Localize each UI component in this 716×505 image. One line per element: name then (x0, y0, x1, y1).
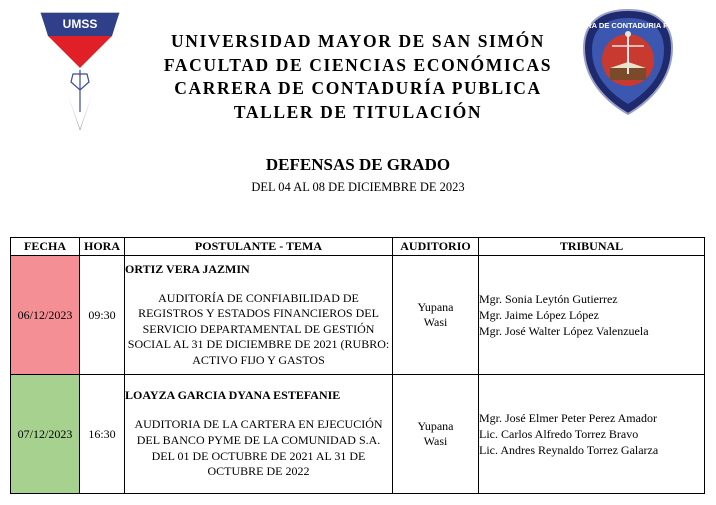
tribunal-cell (479, 375, 705, 494)
date-cell: 06/12/2023 (11, 256, 80, 375)
candidate-name: ORTIZ VERA JAZMIN (125, 261, 250, 276)
time-cell: 16:30 (80, 375, 125, 494)
auditorium-name-line: Wasi (423, 434, 448, 448)
table-row (11, 256, 705, 375)
tribunal-cell (479, 256, 705, 375)
tribunal-member: Mgr. José Elmer Peter Perez Amador (479, 411, 657, 425)
thesis-topic: AUDITORIA DE LA CARTERA EN EJECUCIÓN DEL BANCO PYME DE LA COMUNIDAD S.A. DEL 01 DE OCTUBRE DE 2021 AL 31 DE OCTUBRE DE 2022 (134, 417, 383, 479)
header-hora: HORA (80, 238, 125, 256)
contaduria-logo (559, 8, 697, 116)
umss-logo (40, 12, 120, 130)
tribunal-member: Mgr. Jaime López López (479, 308, 599, 322)
auditorium-name-line: Yupana (417, 419, 454, 433)
time-cell: 09:30 (80, 256, 125, 375)
header-tribunal: TRIBUNAL (479, 238, 705, 256)
candidate-name: LOAYZA GARCIA DYANA ESTEFANIE (125, 388, 341, 403)
header-line-faculty: FACULTAD DE CIENCIAS ECONÓMICAS (163, 54, 553, 75)
auditorium-cell (393, 256, 479, 375)
tribunal-member: Lic. Carlos Alfredo Torrez Bravo (479, 427, 639, 441)
header-line-career: CARRERA DE CONTADURÍA PUBLICA (174, 78, 542, 98)
date-cell: 07/12/2023 (11, 375, 80, 494)
thesis-topic: AUDITORÍA DE CONFIABILIDAD DE REGISTROS Y ESTADOS FINANCIEROS DEL SERVICIO DEPARTAMENTAL DE GESTIÓN SOCIAL AL 31 DE DICIEMBRE DE 2021 (RUBRO: ACTIVO FIJO Y GASTOS (127, 290, 390, 367)
document-title: DEFENSAS DE GRADO (265, 155, 451, 174)
auditorium-name-line: Wasi (423, 315, 448, 329)
header-postulante-tema: POSTULANTE - TEMA (125, 238, 393, 256)
candidate-topic-cell (125, 256, 393, 375)
institution-header (130, 30, 586, 124)
contaduria-logo-text: CARRERA DE CONTADURIA PUBLICA (559, 21, 697, 30)
header-line-university: UNIVERSIDAD MAYOR DE SAN SIMÓN (170, 31, 546, 51)
umss-logo-text: UMSS (62, 17, 98, 31)
document-subtitle: DEL 04 AL 08 DE DICIEMBRE DE 2023 (251, 180, 465, 194)
tribunal-member: Mgr. Sonia Leytón Gutierrez (479, 292, 618, 306)
tribunal-member: Lic. Andres Reynaldo Torrez Galarza (479, 443, 659, 457)
tribunal-member: Mgr. José Walter López Valenzuela (479, 324, 649, 338)
header-line-workshop: TALLER DE TITULACIÓN (233, 101, 483, 122)
header-auditorio: AUDITORIO (393, 238, 479, 256)
auditorium-cell (393, 375, 479, 494)
auditorium-name-line: Yupana (417, 300, 454, 314)
table-row (11, 375, 705, 494)
candidate-topic-cell (125, 375, 393, 494)
defense-schedule-table (10, 237, 705, 494)
header-fecha: FECHA (11, 238, 80, 256)
table-header-row (11, 238, 705, 256)
